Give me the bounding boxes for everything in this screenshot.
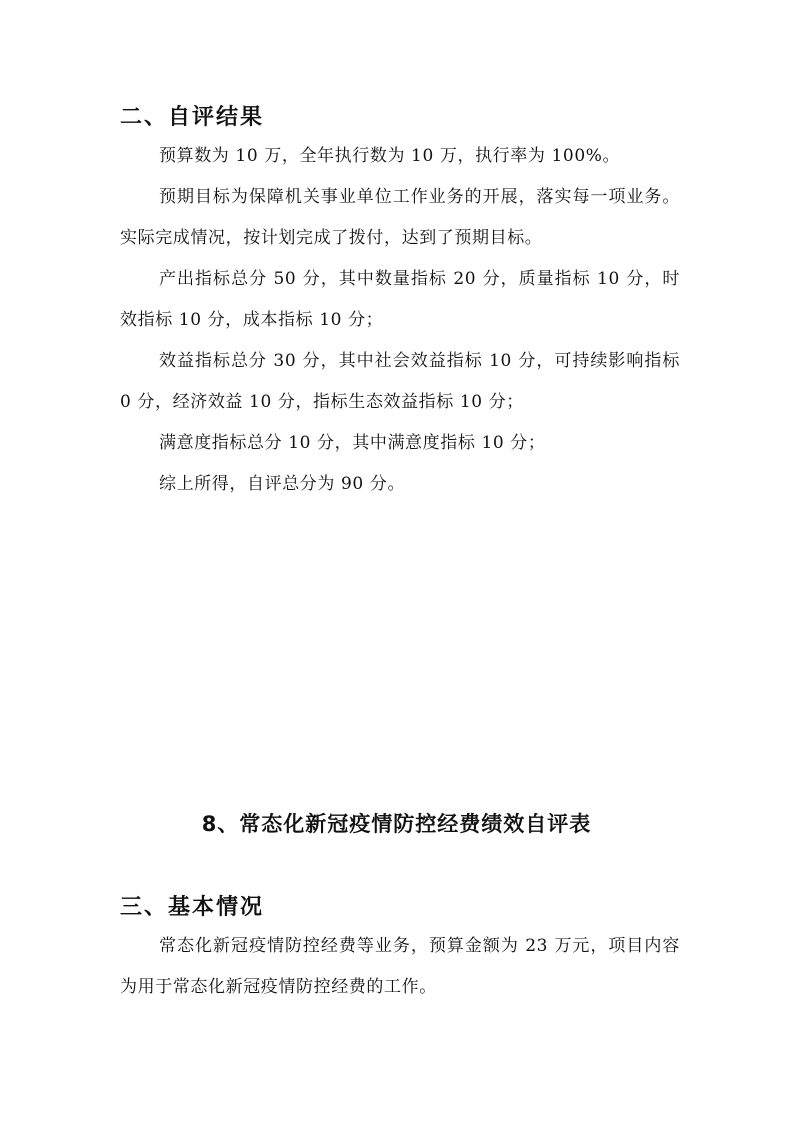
paragraph-expected-target: 预期目标为保障机关事业单位工作业务的开展，落实每一项业务。实际完成情况，按计划完成了拨付，达到了预期目标。 <box>120 187 680 248</box>
paragraph-total-score: 综上所得，自评总分为 90 分。 <box>159 474 406 494</box>
paragraph-basic-info: 常态化新冠疫情防控经费等业务，预算金额为 23 万元，项目内容为用于常态化新冠疫情防控经费的工作。 <box>120 936 680 997</box>
paragraph-satisfaction-indicators: 满意度指标总分 10 分，其中满意度指标 10 分； <box>159 433 546 453</box>
table-title: 8、常态化新冠疫情防控经费绩效自评表 <box>201 812 592 836</box>
section-heading-basic-info: 三、基本情况 <box>120 894 265 920</box>
paragraph-output-indicators: 产出指标总分 50 分，其中数量指标 20 分，质量指标 10 分，时效指标 10 分，成本指标 10 分； <box>120 269 680 330</box>
paragraph-benefit-indicators: 效益指标总分 30 分，其中社会效益指标 10 分，可持续影响指标 0 分，经济效益 10 分，指标生态效益指标 10 分； <box>120 351 680 412</box>
paragraph-budget-execution: 预算数为 10 万，全年执行数为 10 万，执行率为 100%。 <box>159 146 621 166</box>
section-heading-self-evaluation: 二、自评结果 <box>120 104 265 130</box>
